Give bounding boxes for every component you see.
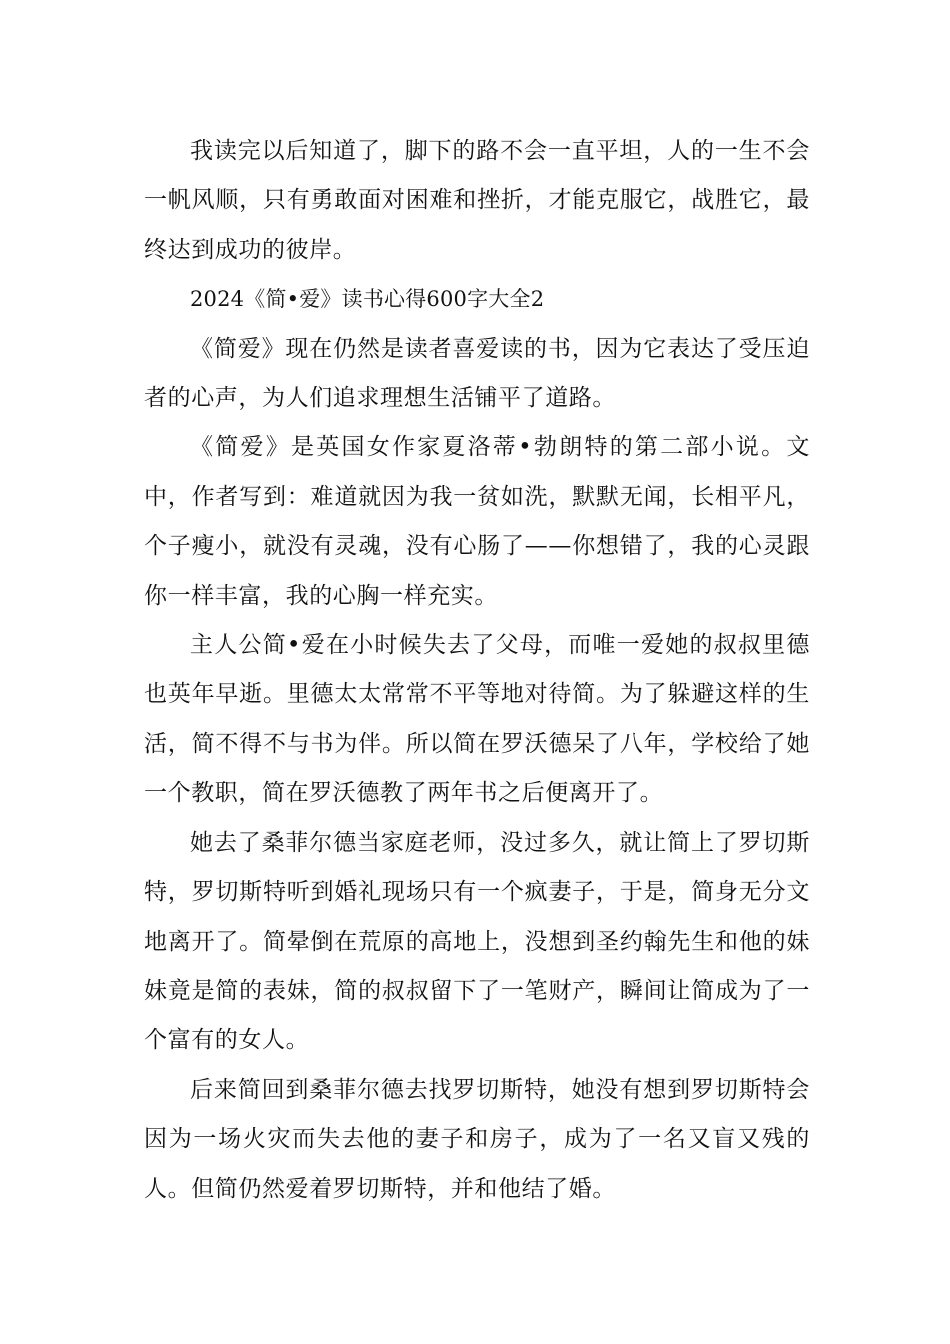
section-heading: 2024《简•爱》读书心得600字大全2 [190,287,545,312]
paragraph-thornfield: 她去了桑菲尔德当家庭老师，没过多久，就让简上了罗切斯特，罗切斯特听到婚礼现场只有一个疯妻子，于是，简身无分文地离开了。简晕倒在荒原的高地上，没想到圣约翰先生和他的妹妹竟是简的表妹，简的叔叔留下了一笔财产，瞬间让简成为了一个富有的女人。 [144,829,810,1054]
document-body [144,127,810,1214]
paragraph-intro: 《简爱》现在仍然是读者喜爱读的书，因为它表达了受压迫者的心声，为人们追求理想生活铺平了道路。 [144,335,810,412]
paragraph-conclusion: 我读完以后知道了，脚下的路不会一直平坦，人的一生不会一帆风顺，只有勇敢面对困难和挫折，才能克服它，战胜它，最终达到成功的彼岸。 [144,138,810,263]
paragraph-author-quote: 《简爱》是英国女作家夏洛蒂•勃朗特的第二部小说。文中，作者写到：难道就因为我一贫如洗，默默无闻，长相平凡，个子瘦小，就没有灵魂，没有心肠了——你想错了，我的心灵跟你一样丰富，我的心胸一样充实。 [144,434,810,609]
paragraph-childhood: 主人公简•爱在小时候失去了父母，而唯一爱她的叔叔里德也英年早逝。里德太太常常不平等地对待简。为了躲避这样的生活，简不得不与书为伴。所以简在罗沃德呆了八年，学校给了她一个教职，简在罗沃德教了两年书之后便离开了。 [144,632,810,807]
paragraph-ending: 后来简回到桑菲尔德去找罗切斯特，她没有想到罗切斯特会因为一场火灾而失去他的妻子和房子，成为了一名又盲又残的人。但简仍然爱着罗切斯特，并和他结了婚。 [144,1076,810,1202]
